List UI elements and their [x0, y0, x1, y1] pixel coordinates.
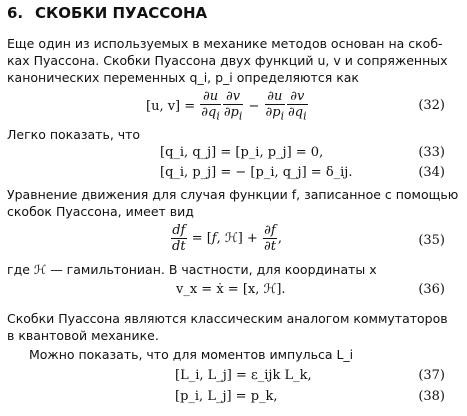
equation-32-lhs: [u, v] =	[146, 98, 196, 114]
paragraph-1-line-1: Еще один из используемых в механике методов основан на скоб-	[7, 36, 443, 51]
equation-37: [L_i, L_j] = ε_ijk L_k,	[175, 368, 312, 383]
paragraph-1-line-3: канонических переменных q_i, p_i определяются как	[7, 70, 359, 85]
equation-38-number: (38)	[418, 389, 445, 404]
equation-33-number: (33)	[418, 145, 445, 160]
paragraph-3-line-2: скобок Пуассона, имеет вид	[7, 204, 194, 219]
equation-37-number: (37)	[418, 368, 445, 383]
paragraph-5-line-2: в квантовой механике.	[7, 328, 159, 343]
equation-35-number: (35)	[418, 233, 445, 248]
equation-36-number: (36)	[418, 282, 445, 297]
section-title: СКОБКИ ПУАССОНА	[35, 4, 208, 22]
equation-32-number: (32)	[418, 98, 445, 113]
equation-38: [p_i, L_j] = p_k,	[175, 389, 278, 404]
section-number: 6.	[7, 4, 24, 22]
paragraph-5-line-1: Скобки Пуассона являются классическим аналогом коммутаторов	[7, 311, 448, 326]
paragraph-6: Можно показать, что для моментов импульса L_i	[29, 347, 354, 362]
equation-35: $\frac{df}{dt}$ = [f, ℋ] + $\frac{\partial f}{\partial t}$ ,	[172, 223, 283, 254]
paragraph-1-line-2: ках Пуассона. Скобки Пуассона двух функций u, v и сопряженных	[7, 53, 448, 68]
paragraph-2: Легко показать, что	[7, 127, 141, 142]
equation-32: [u, v] = $\frac{\partial u}{\partial q_i}$ $\frac{\partial v}{\partial p_i}$ − $\frac{\partial u}{\partial p_i}$ $\frac{\partial v}{\partial q_i}$	[146, 89, 307, 123]
section-heading	[7, 4, 207, 22]
equation-34-number: (34)	[418, 165, 445, 180]
equation-33: [q_i, q_j] = [p_i, p_j] = 0,	[160, 145, 324, 160]
equation-36: v_x = ẋ = [x, ℋ].	[176, 282, 286, 297]
paragraph-4: где ℋ — гамильтониан. В частности, для координаты x	[7, 262, 377, 277]
paragraph-3-line-1: Уравнение движения для случая функции f, записанное с помощью	[7, 187, 459, 202]
equation-34: [q_i, p_j] = − [p_i, q_j] = δ_ij.	[160, 165, 353, 180]
